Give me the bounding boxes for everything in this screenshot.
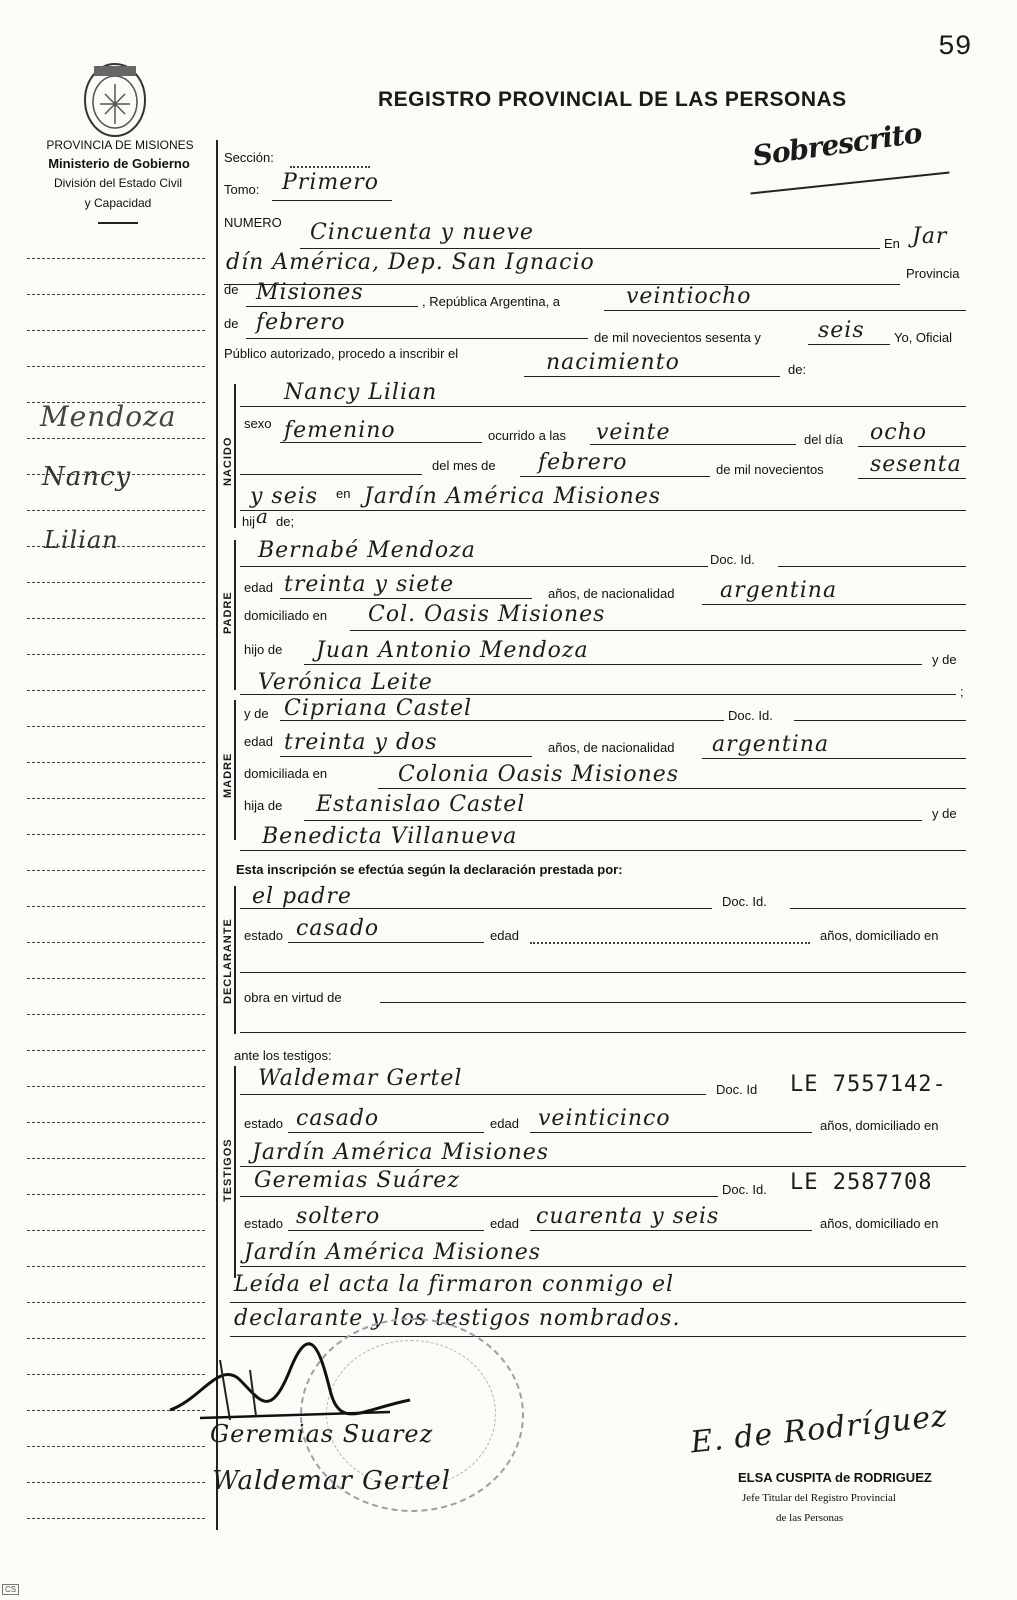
testigo2-doc-label: Doc. Id. bbox=[722, 1182, 767, 1197]
testigo1-edad-line bbox=[530, 1132, 812, 1133]
padre-hijo-label: hijo de bbox=[244, 642, 283, 657]
testigo2-estado-label: estado bbox=[244, 1216, 284, 1231]
mes-nac-line bbox=[520, 476, 710, 477]
numero-value: Cincuenta y nueve bbox=[310, 220, 534, 245]
madre-section-label: MADRE bbox=[222, 752, 234, 798]
seccion-line bbox=[290, 166, 370, 168]
padre-edad-value: treinta y siete bbox=[284, 572, 455, 597]
testigo1-edad-value: veinticinco bbox=[538, 1106, 671, 1131]
declarante-line bbox=[240, 908, 712, 909]
page-number: 59 bbox=[938, 32, 972, 63]
madre-bracket bbox=[234, 700, 236, 840]
madre-madre-value: Benedicta Villanueva bbox=[262, 824, 518, 849]
mes-nac-value: febrero bbox=[538, 450, 628, 475]
del-dia-label: del día bbox=[804, 432, 844, 447]
issuer-line2: Ministerio de Gobierno bbox=[48, 156, 190, 171]
padre-bracket bbox=[234, 540, 236, 690]
tomo-line bbox=[272, 200, 392, 201]
padre-doc-label: Doc. Id. bbox=[710, 552, 755, 567]
margin-middle-name: Lilian bbox=[44, 526, 119, 554]
nacido-section-label: NACIDO bbox=[222, 436, 234, 486]
nombre-line bbox=[240, 406, 966, 407]
official-stamp-line3: de las Personas bbox=[776, 1512, 844, 1524]
testigo1-dom-value: Jardín América Misiones bbox=[252, 1140, 550, 1165]
testigo2-edad-line bbox=[530, 1230, 812, 1231]
testigo1-edad-label: edad bbox=[490, 1116, 519, 1131]
testigo2-dom-line bbox=[240, 1266, 966, 1267]
semicolon-mark: ; bbox=[960, 684, 964, 699]
testigo1-dom-line bbox=[240, 1166, 966, 1167]
testigo1-estado-label: estado bbox=[244, 1116, 284, 1131]
testigo1-estado-value: casado bbox=[296, 1106, 380, 1131]
footer-mark: CS bbox=[2, 1584, 19, 1595]
signature-waldemar: Waldemar Gertel bbox=[212, 1466, 451, 1496]
madre-madre-line bbox=[240, 850, 966, 851]
madre-edad-line bbox=[280, 756, 532, 757]
margin-surname: Mendoza bbox=[40, 400, 177, 433]
mes-value: febrero bbox=[256, 310, 346, 335]
madre-dom-line bbox=[378, 788, 966, 789]
lugar-value: dín América, Dep. San Ignacio bbox=[226, 250, 595, 275]
testigo2-estado-value: soltero bbox=[296, 1204, 381, 1229]
de-label-1: de bbox=[224, 282, 239, 297]
acto-value: nacimiento bbox=[546, 350, 680, 375]
de-label-2: de bbox=[224, 316, 239, 331]
testigo1-doc-value: LE 7557142- bbox=[790, 1072, 947, 1097]
madre-anos-label: años, de nacionalidad bbox=[548, 740, 675, 755]
declarante-section-label: DECLARANTE bbox=[222, 918, 234, 1004]
de-mil-label: de mil novecientos sesenta y bbox=[594, 330, 761, 345]
padre-edad-line bbox=[280, 598, 532, 599]
ante-testigos-label: ante los testigos: bbox=[234, 1048, 332, 1063]
document-title: REGISTRO PROVINCIAL DE LAS PERSONAS bbox=[378, 88, 847, 111]
numero-line bbox=[300, 248, 880, 249]
testigo1-anos-label: años, domiciliado en bbox=[820, 1118, 939, 1133]
cierre-line2: declarante y los testigos nombrados. bbox=[234, 1306, 681, 1331]
declarante-estado-value: casado bbox=[296, 916, 380, 941]
padre-anos-label: años, de nacionalidad bbox=[548, 586, 675, 601]
padre-dom-label: domiciliado en bbox=[244, 608, 328, 623]
dia-letras-line bbox=[604, 310, 966, 311]
declarante-signature-icon bbox=[160, 1340, 420, 1430]
declarante-value: el padre bbox=[252, 884, 352, 909]
declarante-estado-label: estado bbox=[244, 928, 284, 943]
cierre-line1-rule bbox=[230, 1302, 966, 1303]
anio-nac-a-line bbox=[858, 478, 966, 479]
testigo1-estado-line bbox=[288, 1132, 484, 1133]
mes-line bbox=[246, 338, 588, 339]
testigo2-anos-label: años, domiciliado en bbox=[820, 1216, 939, 1231]
padre-yde-label: y de bbox=[932, 652, 957, 667]
nombre-value: Nancy Lilian bbox=[284, 380, 438, 405]
hij-label: hij bbox=[242, 514, 256, 529]
madre-doc-line bbox=[794, 720, 966, 721]
dia-value: ocho bbox=[870, 420, 927, 445]
testigo1-doc-label: Doc. Id bbox=[716, 1082, 758, 1097]
padre-padre-line bbox=[304, 664, 922, 665]
signature-geremias: Geremias Suarez bbox=[210, 1420, 434, 1448]
tomo-label: Tomo: bbox=[224, 182, 260, 197]
testigo2-doc-value: LE 2587708 bbox=[790, 1170, 933, 1195]
issuer-line4: y Capacidad bbox=[84, 196, 152, 210]
declarante-edad-line bbox=[530, 942, 810, 944]
madre-edad-value: treinta y dos bbox=[284, 730, 438, 755]
sobrescrito-underline bbox=[750, 172, 949, 195]
sexo-value: femenino bbox=[284, 418, 396, 443]
madre-nombre-line bbox=[280, 720, 724, 721]
madre-nac-line bbox=[702, 758, 966, 759]
madre-doc-label: Doc. Id. bbox=[728, 708, 773, 723]
declarante-edad-label: edad bbox=[490, 928, 519, 943]
del-mes-label: del mes de bbox=[432, 458, 496, 473]
declarante-anos-label: años, domiciliado en bbox=[820, 928, 939, 943]
anio-value: seis bbox=[818, 318, 865, 343]
madre-edad-label: edad bbox=[244, 734, 273, 749]
en2-label: en bbox=[336, 486, 351, 501]
hora-line bbox=[590, 444, 796, 445]
provincia-value: Misiones bbox=[256, 280, 364, 305]
madre-nombre-value: Cipriana Castel bbox=[284, 696, 473, 721]
signature-official: E. de Rodríguez bbox=[688, 1398, 950, 1461]
declarante-doc-line bbox=[790, 908, 966, 909]
padre-padre-value: Juan Antonio Mendoza bbox=[316, 638, 589, 663]
cierre-line2-rule bbox=[230, 1336, 966, 1337]
republica-label: , República Argentina, a bbox=[422, 294, 561, 309]
testigos-section-label: TESTIGOS bbox=[222, 1138, 234, 1202]
testigo2-line bbox=[240, 1196, 718, 1197]
provincia-line bbox=[246, 306, 418, 307]
padre-edad-label: edad bbox=[244, 580, 273, 595]
madre-padre-value: Estanislao Castel bbox=[316, 792, 526, 817]
testigo1-value: Waldemar Gertel bbox=[258, 1066, 463, 1091]
provincia-label: Provincia bbox=[906, 266, 960, 281]
hij-value: a bbox=[256, 504, 269, 528]
testigo2-value: Geremias Suárez bbox=[254, 1168, 460, 1193]
margin-first-name: Nancy bbox=[42, 462, 132, 492]
obra-line bbox=[380, 1002, 966, 1003]
de-mil2-label: de mil novecientos bbox=[716, 462, 824, 477]
declarante-doc-label: Doc. Id. bbox=[722, 894, 767, 909]
padre-madre-line bbox=[240, 694, 956, 695]
issuer-line1: PROVINCIA DE MISIONES bbox=[46, 138, 194, 152]
padre-nombre-value: Bernabé Mendoza bbox=[258, 538, 476, 563]
nacido-bracket bbox=[234, 384, 236, 528]
declarante-bracket bbox=[234, 886, 236, 1034]
obra-line-2 bbox=[240, 1032, 966, 1033]
publico-label: Público autorizado, procedo a inscribir el bbox=[224, 346, 459, 361]
madre-dom-label: domiciliada en bbox=[244, 766, 328, 781]
numero-label: NUMERO bbox=[224, 215, 282, 230]
madre-padre-line bbox=[304, 820, 922, 821]
testigo2-dom-value: Jardín América Misiones bbox=[244, 1240, 542, 1265]
madre-nac-value: argentina bbox=[712, 732, 830, 757]
testigo2-estado-line bbox=[288, 1230, 484, 1231]
hora-value: veinte bbox=[596, 420, 671, 445]
tomo-value: Primero bbox=[282, 170, 379, 195]
blank-line-1 bbox=[240, 474, 422, 475]
anio-line bbox=[808, 344, 890, 345]
coat-of-arms-icon bbox=[80, 60, 150, 140]
padre-section-label: PADRE bbox=[222, 591, 234, 634]
padre-dom-value: Col. Oasis Misiones bbox=[368, 602, 606, 627]
declarante-dom-line bbox=[240, 972, 966, 973]
de-semicolon-label: de; bbox=[276, 514, 295, 529]
ocurrido-label: ocurrido a las bbox=[488, 428, 567, 443]
padre-dom-line bbox=[350, 630, 966, 631]
issuer-line3: División del Estado Civil bbox=[53, 176, 183, 190]
testigo2-edad-value: cuarenta y seis bbox=[536, 1204, 720, 1229]
anio-nac-a-value: sesenta bbox=[870, 452, 962, 477]
declarante-estado-line bbox=[288, 942, 484, 943]
lugar-nac-value: Jardín América Misiones bbox=[364, 484, 662, 509]
sexo-label: sexo bbox=[244, 416, 272, 431]
testigo1-line bbox=[240, 1094, 706, 1095]
sexo-line bbox=[280, 442, 482, 443]
dia-line bbox=[858, 446, 966, 447]
official-stamp-line1: ELSA CUSPITA de RODRIGUEZ bbox=[738, 1470, 932, 1485]
padre-doc-line bbox=[778, 566, 966, 567]
official-stamp-line2: Jefe Titular del Registro Provincial bbox=[742, 1492, 896, 1504]
madre-yde-label: y de bbox=[244, 706, 269, 721]
padre-madre-value: Verónica Leite bbox=[258, 670, 433, 695]
esta-inscripcion-label: Esta inscripción se efectúa según la declaración prestada por: bbox=[236, 862, 623, 877]
madre-yde-label: y de bbox=[932, 806, 957, 821]
dia-letras-value: veintiocho bbox=[626, 284, 752, 309]
padre-nombre-line bbox=[240, 566, 708, 567]
padre-nac-value: argentina bbox=[720, 578, 838, 603]
madre-hija-label: hija de bbox=[244, 798, 283, 813]
yo-oficial-label: Yo, Oficial bbox=[894, 330, 953, 345]
obra-label: obra en virtud de bbox=[244, 990, 342, 1005]
margin-vertical-rule bbox=[216, 140, 218, 1530]
en-label: En bbox=[884, 236, 900, 251]
de-colon-label: de: bbox=[788, 362, 807, 377]
en-value: Jar bbox=[912, 224, 948, 249]
testigo2-edad-label: edad bbox=[490, 1216, 519, 1231]
seccion-label: Sección: bbox=[224, 150, 274, 165]
padre-nac-line bbox=[702, 604, 966, 605]
cierre-line1: Leída el acta la firmaron conmigo el bbox=[234, 1272, 675, 1297]
anio-nac-b-value: y seis bbox=[250, 484, 319, 509]
madre-dom-value: Colonia Oasis Misiones bbox=[398, 762, 680, 787]
issuer-divider bbox=[98, 222, 138, 224]
testigos-bracket bbox=[234, 1066, 236, 1278]
lugar-nac-line bbox=[240, 510, 966, 511]
acto-line bbox=[524, 376, 780, 377]
sobrescrito-stamp: Sobrescrito bbox=[750, 116, 924, 173]
